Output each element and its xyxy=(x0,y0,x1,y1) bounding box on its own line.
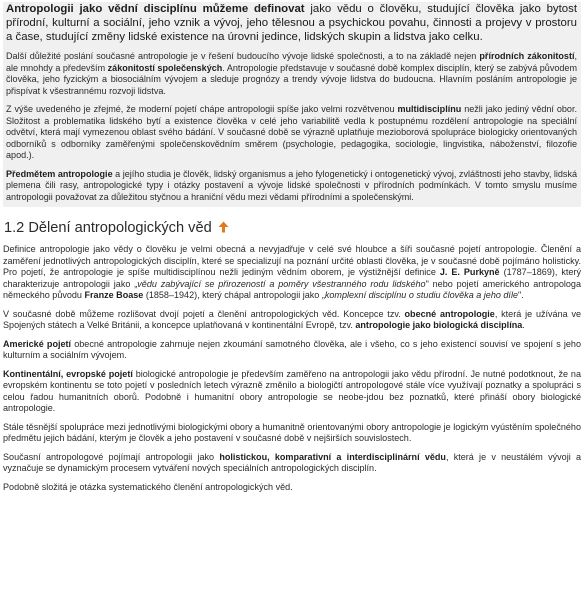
text-run: , ale mnohdy a především xyxy=(6,51,577,73)
bold-term: Předmětem antropologie xyxy=(6,168,113,179)
bold-term: J. E. Purkyně xyxy=(439,267,500,278)
text-run: ". xyxy=(518,290,524,301)
text-run: . Antropologie představuje v současné době komplex disciplín, který se zabývá původem člověka, jeho fyzickým a biosociálním vývojem a sleduje prognózy a trendy vývoje lidstva do budoucna. Hlavním posláním antropologie je přispívat k všestrannému rozvoji lidstva. xyxy=(6,62,577,96)
bold-term: Kontinentální, evropské pojetí xyxy=(3,368,133,379)
section-paragraph xyxy=(3,339,581,362)
section-paragraph xyxy=(3,482,581,494)
bold-term: Franze Boase xyxy=(84,290,144,301)
bold-term: obecné antropologie xyxy=(404,308,495,319)
text-run: , která je v neustálém vývoji a vyznačuje se dynamickým procesem vytváření nových speciálních antropologických disciplín. xyxy=(3,451,581,474)
bold-term: Antropologii jako vědní disciplínu můžeme definovat xyxy=(6,3,305,15)
text-run: " nebo pojetí amerického antropologa německého původu xyxy=(3,278,581,301)
intro-paragraph xyxy=(6,104,577,162)
italic-quote: komplexní disciplínu o studiu člověka a jeho díle xyxy=(324,290,518,301)
text-run: (1858–1942), který chápal antropologii jako „ xyxy=(143,290,325,301)
section-heading-text: 1.2 Dělení antropologických věd xyxy=(4,220,212,237)
intro-lead-paragraph xyxy=(6,2,577,44)
intro-paragraph xyxy=(6,169,577,204)
text-run: Z výše uvedeného je zřejmé, že moderní pojetí chápe antropologii spíše jako velmi rozvětvenou xyxy=(6,104,398,115)
section-paragraph xyxy=(3,309,581,332)
bold-term: multidisciplínu xyxy=(397,104,462,115)
intro-box xyxy=(3,2,581,207)
italic-quote: vědu zabývající se přirozeností a poměry všestranného rodu lidského xyxy=(137,278,426,289)
text-run: biologické antropologie je především zaměřeno na antropologii jako vědu přírodní. Je nutné podotknout, že na evropském kontinentu se toto pojetí v posledních letech výrazně změnilo a biologičtí antropologové stále více využívají poznatky a spolupráci s celou řadou humanitních oborů. Podobně i humanitní obory antropologie se neobe-jdou bez poznatků, které přináší obory biologické antropologie. xyxy=(3,368,581,414)
intro-paragraph xyxy=(6,51,577,97)
text-run: jako vědu o člověku, studující člověka jako bytost přírodní, kulturní a sociální, jeho vznik a vývoj, jeho tělesnou a psychickou povahu, činnosti a projevy v prostoru a čase, studující změny lidské existence na úrovni jedince, lidských skupin a lidstva jako celku. xyxy=(6,3,577,44)
section-heading xyxy=(4,220,581,237)
text-run: V současné době můžeme rozlišovat dvojí pojetí a členění antropologických věd. Koncepce tzv. xyxy=(3,308,405,319)
text-run: a jejího studia je člověk, lidský organismus a jeho fylogenetický i ontogenetický vývoj, zvláštnosti jeho stavby, lidská plemena čili rasy, antropologické typy i otázky postavení a vývoje lidské společnosti v přírodních podmínkách. V tomto smyslu musíme antropologii považovat za důležitou styčnou a hraniční vědu mezi vědami přírodními a společenskými. xyxy=(6,168,578,202)
text-run: Další důležité poslání současné antropologie je v řešení budoucího vývoje lidské společnosti, a to na základě nejen xyxy=(6,51,480,62)
text-run: Definice antropologie jako vědy o člověku je velmi obecná a nevyjadřuje v celé své hloubce a šíři současné pojetí antropologie. Členění a zaměření jednotlivých antropologických disciplín, které se specializují na poznání určité oblasti člověka, je v současné době pojímáno holisticky. Pro pojetí, že antropologie je spíše multidisciplínou nežli jediným vědním oborem, je výstižnější definice xyxy=(3,244,581,278)
bold-term: zákonitostí společenských xyxy=(107,62,223,73)
bold-term: holistickou, komparativní a interdisciplinární vědu xyxy=(219,451,446,462)
text-run: obecné antropologie zahrnuje nejen zkoumání samotného člověka, ale i všeho, co s jeho existencí souvisí ve spojení s jeho kulturním a sociálním vývojem. xyxy=(3,338,581,361)
section-paragraph xyxy=(3,452,581,475)
text-run: (1787–1869), který charakterizuje antropologii jako „ xyxy=(3,267,581,289)
text-run: Současní antropologové pojímají antropologii jako xyxy=(3,451,220,462)
section-dělení xyxy=(3,220,581,493)
text-run: . xyxy=(522,320,525,331)
bold-term: Americké pojetí xyxy=(3,338,72,349)
text-run: , která je užívána ve Spojených státech a Velké Británii, a koncepce uplatňovaná v kontinentální Evropě, tzv. xyxy=(3,308,582,331)
section-paragraph xyxy=(3,244,581,302)
bold-term: přírodních zákonitostí xyxy=(479,51,575,62)
text-run: Stále těsnější spolupráce mezi jednotlivými biologickými obory a humanitně orientovanými obory antropologie je logickým vyústěním společného předmětu jejich bádání, kterým je člověk a jeho postavení v současné době v nejširších souvislostech. xyxy=(3,421,581,444)
section-paragraph xyxy=(3,369,581,415)
bold-term: antropologie jako biologická disciplína xyxy=(355,320,523,331)
arrow-up-icon[interactable] xyxy=(218,221,229,233)
text-run: nežli jako jediný vědní obor. Složitost a problematika lidského bytí a existence člověka v celé jeho variabilitě vedla k postupnému rozdělení antropologie na speciální odvětví, která mají vymezenou oblast svého bádání. V současné době se výrazně uplatňuje mezioborová spolupráce biologicky orientovaných odborníků s odborníky zaměřenými společenskovědním směrem (psychologie, pedagogika, sociologie, lingvistika, náboženství, filozofie apod.). xyxy=(6,104,577,161)
section-paragraph xyxy=(3,422,581,445)
text-run: Podobně složitá je otázka systematického členění antropologických věd. xyxy=(3,481,293,492)
